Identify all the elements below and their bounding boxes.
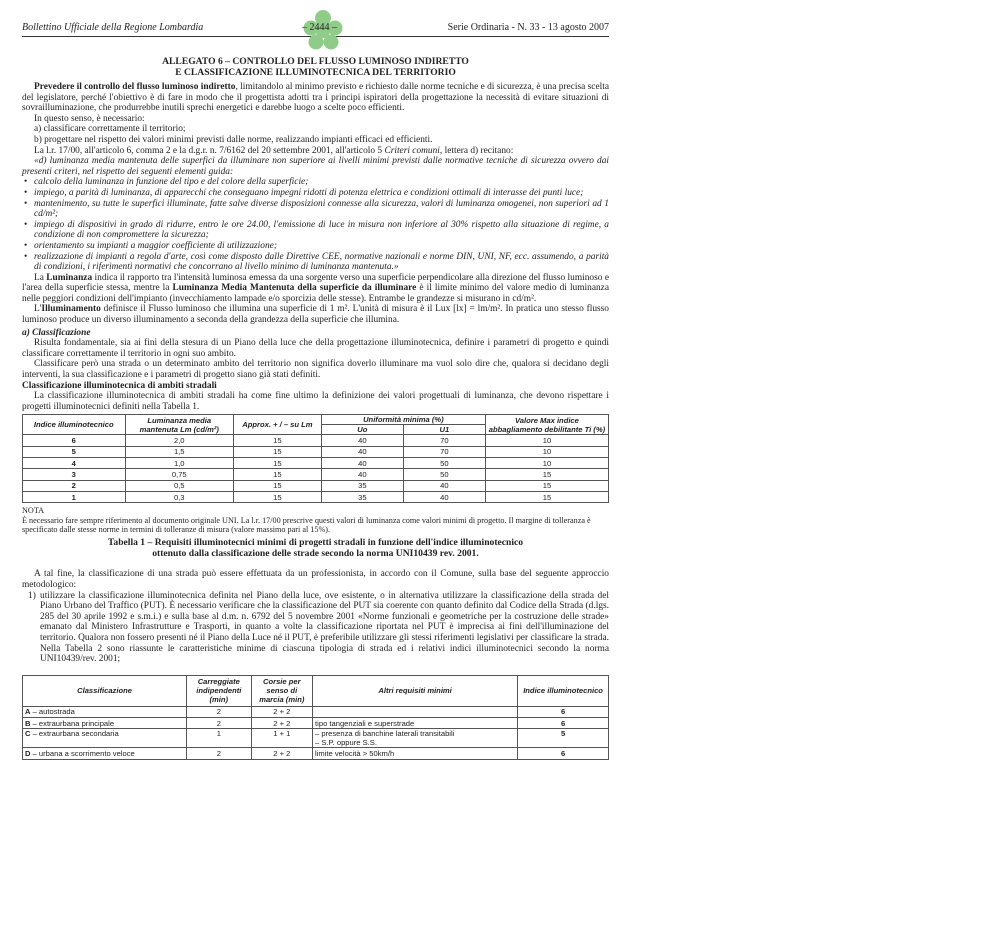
illuminamento-paragraph: L'Illuminamento definisce il Flusso luminoso che illumina una superficie di 1 m². L'unità di misura è il Lux [lx] = lm/m². In pratica uno stesso flusso luminoso produce un diverso illuminamento a seconda della grandezza della superficie che illumina.: [22, 304, 609, 326]
header-series: Serie Ordinaria - N. 33 - 13 agosto 2007: [447, 22, 609, 33]
column-header: Indice illuminotecnico: [23, 415, 126, 435]
table-row: B – extraurbana principale 2 2 + 2 tipo tangenziali e superstrade 6: [23, 718, 609, 729]
column-header: Uniformità minima (%): [321, 415, 485, 425]
subsection-heading: Classificazione illuminotecnica di ambiti stradali: [22, 380, 217, 391]
page-title: ALLEGATO 6 – CONTROLLO DEL FLUSSO LUMINOSO INDIRETTO E CLASSIFICAZIONE ILLUMINOTECNICA DEL TERRITORIO: [162, 56, 469, 78]
column-header: Luminanza media mantenuta Lm (cd/m²): [125, 415, 233, 435]
luminanza-paragraph: La Luminanza indica il rapporto tra l'intensità luminosa emessa da una sorgente verso una superficie perpendicolare alla direzione del flusso luminoso e l'area della superficie stessa, mentre la Luminanza Media Mantenuta della superficie da illuminare è il limite minimo del valore medio di luminanza nelle peggiori condizioni dell'impianto (invecchiamento lampade e/o sporcizia delle stesse). Entrambe le grandezze si misurano in cd/m².: [22, 272, 609, 304]
column-header: Corsie per senso di marcia (min): [251, 675, 313, 706]
table-row: 5 1,5 15 40 70 10: [23, 446, 609, 457]
table-row: 2 0,5 15 35 40 15: [23, 480, 609, 491]
guide-elements-list: [22, 177, 609, 272]
column-header: Altri requisiti minimi: [313, 675, 518, 706]
table-2: [22, 675, 609, 760]
running-header: [22, 22, 609, 37]
point-b: b) progettare nel rispetto dei valori minimi previsti dalle norme, realizzando impianti efficaci ed efficienti.: [34, 134, 433, 145]
table-row: 3 0,75 15 40 50 15: [23, 469, 609, 480]
table-1-caption: Tabella 1 – Requisiti illuminotecnici minimi di progetti stradali in funzione dell'indice illuminotecnico ottenuto dalla classificazione delle strade secondo la norma UNI10439 rev. 2001.: [107, 537, 524, 560]
table-1: [22, 414, 609, 503]
classification-paragraph: Risulta fondamentale, sia ai fini della stesura di un Piano della luce che della progettazione illuminotecnica, definire i parametri di progetto e quindi classificare correttamente il territorio in ogni suo ambito.: [22, 338, 609, 359]
list-item: • impiego, a parità di luminanza, di apparecchi che conseguano impegni ridotti di potenza elettrica e condizioni ottimali di interasse dei punti luce;: [22, 188, 609, 199]
column-header: Uo: [321, 425, 403, 435]
table-note: NOTA È necessario fare sempre riferimento al documento originale UNI. La l.r. 17/00 prescrive questi valori di luminanza come valori minimi di progetto. Il margine di tolleranza è specificato dalle stesse norme in termini di tolleranze di misura (valore massimo pari al 15%).: [22, 506, 591, 534]
column-header: U1: [403, 425, 485, 435]
method-paragraph: A tal fine, la classificazione di una strada può essere effettuata da un professionista, in accordo con il Comune, sulla base del seguente approccio metodologico:: [22, 569, 609, 590]
column-header: Indice illuminotecnico: [518, 675, 609, 706]
header-publication: Bollettino Ufficiale della Regione Lombardia: [22, 22, 204, 33]
quote-paragraph: «d) luminanza media mantenuta delle superfici da illuminare non superiore ai livelli minimi previsti dalle normative tecniche di sicurezza ovvero dai presenti criteri, nel rispetto dei seguenti elementi guida:: [22, 156, 609, 177]
list-item: • realizzazione di impianti a regola d'arte, così come disposto dalle Direttive CEE, normative nazionali e norme DIN, UNI, NF, ecc. assumendo, a parità di condizioni, i riferimenti normativi che concorrano al livello minimo di luminanza mantenuta.»: [22, 252, 609, 273]
list-item: 1) utilizzare la classificazione illuminotecnica definita nel Piano della luce, ove esistente, o in alternativa utilizzare la classificazione della strada del Piano Urbano del Traffico (PUT). È necessario verificare che la classificazione del PUT sia coerente con quanto definito dal Codice della Strada (d.lgs. 285 del 30 aprile 1992 e s.m.i.) e sulla base al d.m. n. 6792 del 5 novembre 2001 «Norme funzionali e geometriche per la costruzione delle strade» emanato dal Ministero Infrastrutture e Trasporti, in quanto a volte la classificazione riportata nel PUT è imprecisa ai fini dell'illuminazione del territorio. Qualora non fossero presenti né il Piano della Luce né il PUT, è preferibile utilizzare gli stessi riferimenti legislativi per classificare la strada. Nella Tabella 2 sono riassunte le caratteristiche minime di ciascuna tipologia di strada ed i relativi indici illuminotecnici secondo la norma UNI10439/rev. 2001;: [28, 590, 609, 665]
necessario-text: In questo senso, è necessario:: [34, 113, 145, 124]
table-row: 1 0,3 15 35 40 15: [23, 491, 609, 502]
list-item: • mantenimento, su tutte le superfici illuminate, fatte salve diverse disposizioni connesse alla sicurezza, valori di luminanza omogenei, non superiori ad 1 cd/m²;: [22, 199, 609, 220]
subsection-paragraph: La classificazione illuminotecnica di ambiti stradali ha come fine ultimo la definizione dei valori progettuali di luminanza, che devono rispettare i progetti illuminotecnici definiti nella Tabella 1.: [22, 391, 609, 412]
list-item: • calcolo della luminanza in funzione del tipo e del colore della superficie;: [22, 177, 609, 188]
header-page-number: – 2444 –: [302, 22, 337, 33]
column-header: Carreggiate indipendenti (min): [187, 675, 251, 706]
table-row: C – extraurbana secondaria 1 1 + 1 – presenza di banchine laterali transitabili – S.P. oppure S.S. 5: [23, 729, 609, 748]
column-header: Approx. + / – su Lm: [233, 415, 321, 435]
column-header: Valore Max indice abbagliamento debilitante Ti (%): [485, 415, 608, 435]
column-header: Classificazione: [23, 675, 187, 706]
classification-paragraph: Classificare però una strada o un determinato ambito del territorio non significa doverlo illuminare ma vuol solo dire che, qualora si decidano degli interventi, la sua classificazione e i parametri di progetto siano già stati definiti.: [22, 359, 609, 381]
list-item: • impiego di dispositivi in grado di ridurre, entro le ore 24.00, l'emissione di luce in misura non inferiore al 30% rispetto alla situazione di regime, a condizione di non compromettere la sicurezza;: [22, 220, 609, 241]
list-item: • orientamento su impianti a maggior coefficiente di utilizzazione;: [22, 241, 609, 252]
table-row: 6 2,0 15 40 70 10: [23, 435, 609, 446]
section-heading: a) Classificazione: [22, 327, 91, 338]
point-a: a) classificare correttamente il territorio;: [34, 124, 186, 135]
document-page: [22, 22, 609, 760]
method-list: [22, 591, 609, 665]
lr-paragraph: La l.r. 17/00, all'articolo 6, comma 2 e la d.g.r. n. 7/6162 del 20 settembre 2001, all'articolo 5 Criteri comuni, lettera d) recitano:: [34, 145, 514, 156]
intro-paragraph: Prevedere il controllo del flusso luminoso indiretto, limitandolo al minimo previsto e richiesto dalle norme tecniche e di sicurezza, è una precisa scelta del legislatore, perché l'obiettivo è di fare in modo che il progettista adotti tra i principi ispiratori della progettazione la necessità di evitare situazioni di sovrailluminazione, che produrrebbe inutili sprechi energetici e darebbe luogo a scelte poco efficienti.: [22, 82, 609, 114]
table-row: A – autostrada 2 2 + 2 6: [23, 706, 609, 717]
table-row: 4 1,0 15 40 50 10: [23, 458, 609, 469]
table-row: D – urbana a scorrimento veloce 2 2 + 2 limite velocità > 50km/h 6: [23, 748, 609, 759]
